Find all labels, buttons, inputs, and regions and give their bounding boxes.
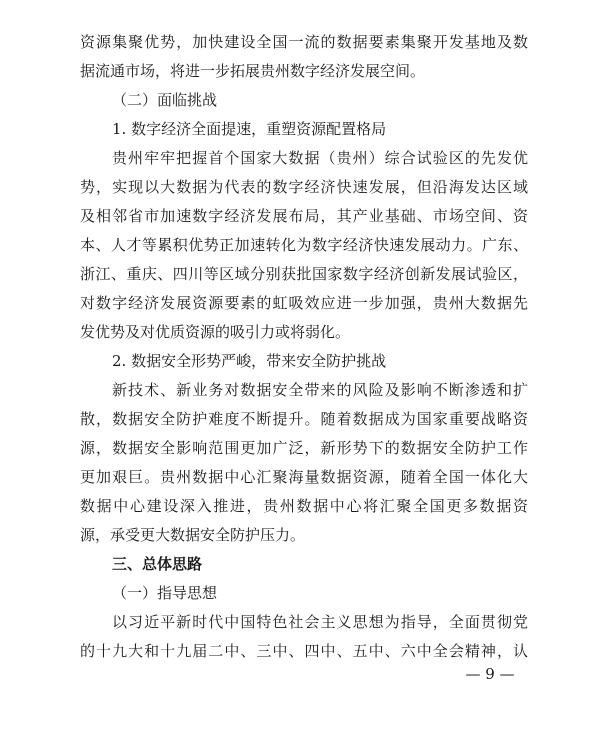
sub-item-heading: 2. 数据安全形势严峻，带来安全防护挑战 <box>112 352 387 370</box>
paragraph-line: 源，承受更大数据安全防护压力。 <box>80 526 306 544</box>
paragraph-line: 新技术、新业务对数据安全带来的风险及影响不断渗透和扩 <box>112 381 528 399</box>
paragraph-line: 数据中心建设深入推进，贵州数据中心将汇聚全国更多数据资 <box>80 497 528 515</box>
document-body <box>80 28 528 666</box>
paragraph-line: 源，数据安全影响范围更加广泛，新形势下的数据安全防护工作 <box>80 439 528 457</box>
paragraph-line: 散，数据安全防护难度不断提升。随着数据成为国家重要战略资 <box>80 410 528 428</box>
paragraph-line: 贵州牢牢把握首个国家大数据（贵州）综合试验区的先发优 <box>112 149 528 167</box>
paragraph-line: 以习近平新时代中国特色社会主义思想为指导，全面贯彻党 <box>112 613 528 631</box>
paragraph-line: 对数字经济发展资源要素的虹吸效应进一步加强，贵州大数据先 <box>80 294 528 312</box>
subsection-heading: （一）指导思想 <box>112 584 218 602</box>
section-heading: 三、总体思路 <box>112 555 203 573</box>
sub-item-heading: 1. 数字经济全面提速，重塑资源配置格局 <box>112 120 387 138</box>
paragraph-line: 资源集聚优势，加快建设全国一流的数据要素集聚开发基地及数 <box>80 33 528 51</box>
paragraph-line: 的十九大和十九届二中、三中、四中、五中、六中全会精神，认 <box>80 642 528 660</box>
paragraph-line: 势，实现以大数据为代表的数字经济快速发展，但沿海发达区域 <box>80 178 528 196</box>
paragraph-line: 据流通市场，将进一步拓展贵州数字经济发展空间。 <box>80 62 426 80</box>
paragraph-line: 及相邻省市加速数字经济发展布局，其产业基础、市场空间、资 <box>80 207 528 225</box>
paragraph-line: 本、人才等累积优势正加速转化为数字经济快速发展动力。广东、 <box>80 236 528 254</box>
subsection-heading: （二）面临挑战 <box>112 91 218 109</box>
page-number: — 9 — <box>465 665 515 683</box>
paragraph-line: 浙江、重庆、四川等区域分别获批国家数字经济创新发展试验区， <box>80 265 528 283</box>
paragraph-line: 发优势及对优质资源的吸引力或将弱化。 <box>80 323 351 341</box>
paragraph-line: 更加艰巨。贵州数据中心汇聚海量数据资源，随着全国一体化大 <box>80 468 528 486</box>
